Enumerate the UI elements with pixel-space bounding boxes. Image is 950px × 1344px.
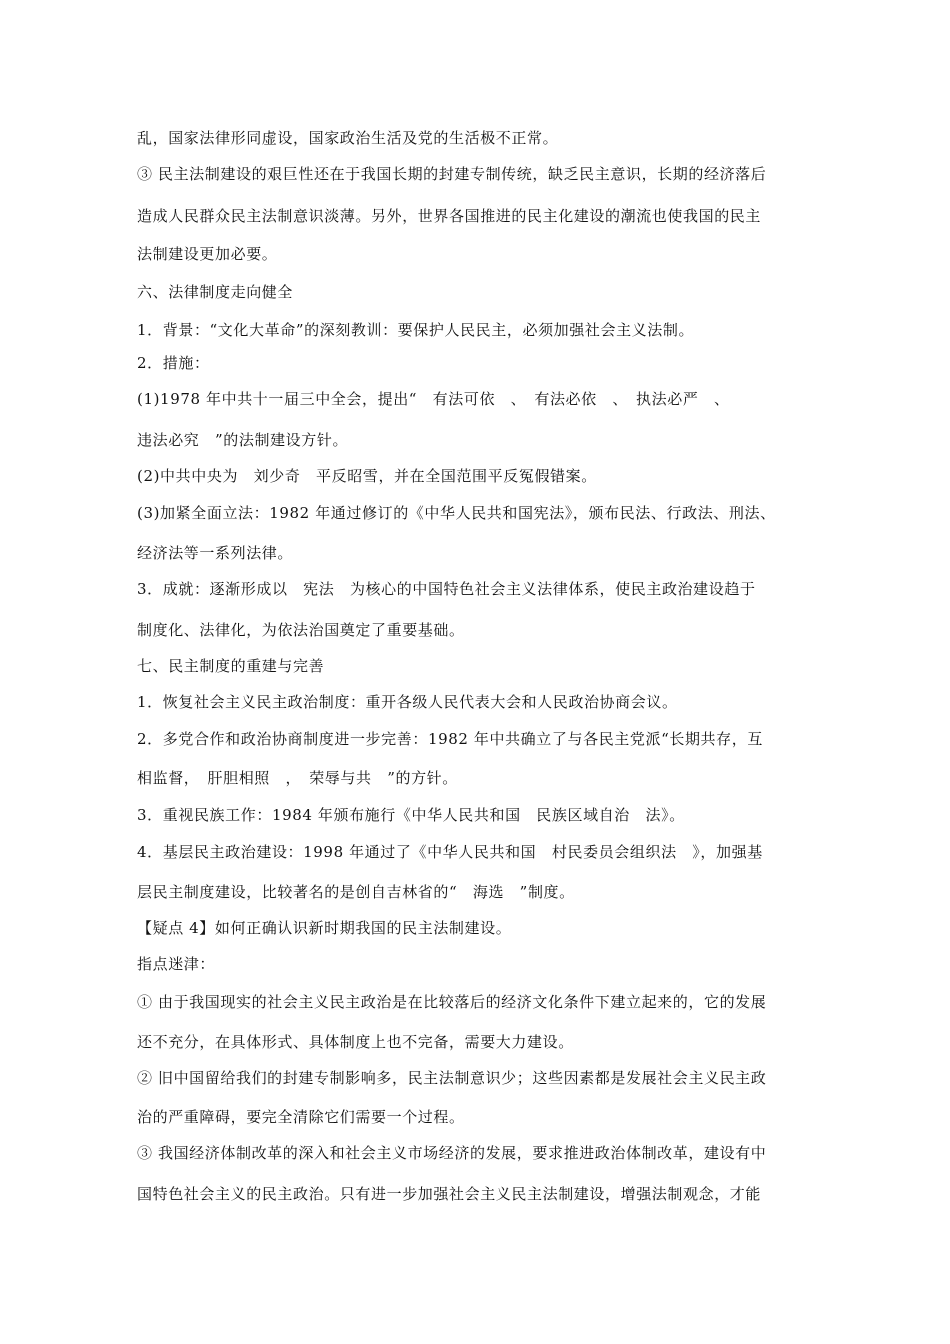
text-line: 治的严重障碍，要完全清除它们需要一个过程。 — [137, 1108, 465, 1126]
text-line: 国特色社会主义的民主政治。只有进一步加强社会主义民主法制建设，增强法制观念，才能 — [137, 1185, 762, 1203]
text-line: 3．成就：逐渐形成以 宪法 为核心的中国特色社会主义法律体系，使民主政治建设趋于 — [137, 580, 756, 598]
text-line: 层民主制度建设，比较著名的是创自吉林省的“ 海选 ”制度。 — [137, 883, 575, 901]
text-line: ② 旧中国留给我们的封建专制影响多，民主法制意识少；这些因素都是发展社会主义民主政 — [137, 1069, 767, 1087]
text-line: ① 由于我国现实的社会主义民主政治是在比较落后的经济文化条件下建立起来的，它的发展 — [137, 993, 767, 1011]
text-line: 相监督， 肝胆相照 ， 荣辱与共 ”的方针。 — [137, 769, 458, 787]
text-line: (2)中共中央为 刘少奇 平反昭雪，并在全国范围平反冤假错案。 — [137, 467, 597, 485]
section-heading: 七、民主制度的重建与完善 — [137, 657, 325, 675]
text-line: 3．重视民族工作：1984 年颁布施行《中华人民共和国 民族区域自治 法》。 — [137, 806, 685, 824]
text-line: 制度化、法律化，为依法治国奠定了重要基础。 — [137, 621, 465, 639]
text-line: ③ 我国经济体制改革的深入和社会主义市场经济的发展，要求推进政治体制改革，建设有中 — [137, 1144, 767, 1162]
text-line: 2．多党合作和政治协商制度进一步完善：1982 年中共确立了与各民主党派“长期共存，互 — [137, 730, 763, 748]
text-line: 2．措施： — [137, 354, 210, 372]
text-line: 经济法等一系列法律。 — [137, 544, 294, 562]
text-line: ③ 民主法制建设的艰巨性还在于我国长期的封建专制传统，缺乏民主意识，长期的经济落后 — [137, 165, 767, 183]
text-line: (3)加紧全面立法：1982 年通过修订的《中华人民共和国宪法》，颁布民法、行政法、刑法、 — [137, 504, 776, 522]
text-line: 造成人民群众民主法制意识淡薄。另外，世界各国推进的民主化建设的潮流也使我国的民主 — [137, 207, 762, 225]
text-line: 1．恢复社会主义民主政治制度：重开各级人民代表大会和人民政治协商会议。 — [137, 693, 678, 711]
text-line: 乱，国家法律形同虚设，国家政治生活及党的生活极不正常。 — [137, 129, 559, 147]
text-line: 指点迷津： — [137, 955, 216, 973]
text-line: 1．背景：“文化大革命”的深刻教训：要保护人民民主，必须加强社会主义法制。 — [137, 321, 695, 339]
text-line: (1)1978 年中共十一届三中全会，提出“ 有法可依 、 有法必依 、 执法必严 、 — [137, 390, 730, 408]
text-line: 违法必究 ”的法制建设方针。 — [137, 431, 349, 449]
section-heading: 六、法律制度走向健全 — [137, 283, 294, 301]
text-line: 4．基层民主政治建设：1998 年通过了《中华人民共和国 村民委员会组织法 》，加强基 — [137, 843, 763, 861]
text-line: 【疑点 4】如何正确认识新时期我国的民主法制建设。 — [137, 919, 512, 937]
text-line: 还不充分，在具体形式、具体制度上也不完备，需要大力建设。 — [137, 1033, 574, 1051]
text-line: 法制建设更加必要。 — [137, 245, 278, 263]
